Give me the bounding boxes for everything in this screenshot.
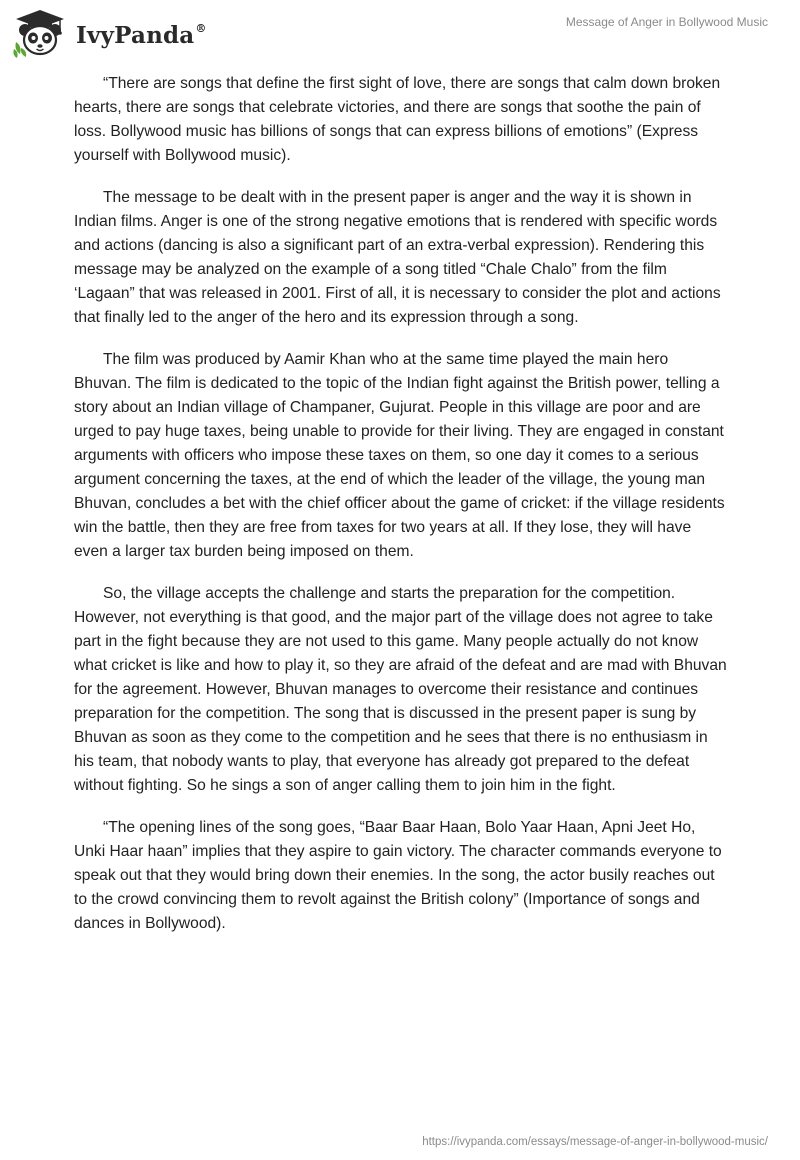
- paragraph-3: The film was produced by Aamir Khan who at the same time played the main hero Bhuvan. The film is dedicated to the topic of the Indian fight against the British power, telling a story about an Indian village of Champaner, Gujurat. People in this village are poor and are urged to pay huge taxes, being unable to provide for their living. They are engaged in constant arguments with officers who impose these taxes on them, so one day it comes to a serious argument concerning the taxes, at the end of which the leader of the village, the young man Bhuvan, concludes a bet with the chief officer about the game of cricket: if the village residents win the battle, then they are free from taxes for two years at all. If they lose, they will have even a larger tax burden being imposed on them.: [74, 351, 725, 560]
- panda-logo-icon: [12, 8, 68, 58]
- registered-mark: ®: [195, 21, 207, 35]
- document-title: Message of Anger in Bollywood Music: [565, 15, 768, 29]
- page-header: [0, 0, 800, 64]
- brand-name: IvyPanda®: [76, 21, 207, 49]
- paragraph-5: “The opening lines of the song goes, “Baar Baar Haan, Bolo Yaar Haan, Apni Jeet Ho, Unki Haar haan” implies that they aspire to gain victory. The character commands everyone to speak out that they would bring down their enemies. In the song, the actor busily reaches out to the crowd convincing them to revolt against the British colony” (Importance of songs and dances in Bollywood).: [74, 819, 722, 932]
- source-url[interactable]: https://ivypanda.com/essays/message-of-anger-in-bollywood-music/: [422, 1136, 768, 1148]
- paragraph-1: “There are songs that define the first sight of love, there are songs that calm down broken hearts, there are songs that celebrate victories, and there are songs that soothe the pain of loss. Bollywood music has billions of songs that can express billions of emotions” (Express yourself with Bollywood music).: [74, 75, 721, 164]
- paragraph-2: The message to be dealt with in the present paper is anger and the way it is shown in Indian films. Anger is one of the strong negative emotions that is rendered with specific words and actions (dancing is also a significant part of an extra-verbal expression). Rendering this message may be analyzed on the example of a song titled “Chale Chalo” from the film ‘Lagaan” that was released in 2001. First of all, it is necessary to consider the plot and actions that finally led to the anger of the hero and its expression through a song.: [74, 189, 721, 326]
- paragraph-4: So, the village accepts the challenge and starts the preparation for the competition. However, not everything is that good, and the major part of the village does not agree to take part in the fight because they are not used to this game. Many people actually do not know what cricket is like and how to play it, so they are afraid of the defeat and are mad with Bhuvan for the agreement. However, Bhuvan manages to overcome their resistance and continues preparation for the competition. The song that is discussed in the present paper is sung by Bhuvan as soon as they come to the competition and he sees that there is no enthusiasm in his team, that nobody wants to play, that everyone has already got prepared to the defeat without fighting. So he sings a son of anger calling them to join him in the fight.: [74, 585, 727, 794]
- essay-body: [74, 72, 728, 954]
- brand-logo[interactable]: [12, 8, 207, 58]
